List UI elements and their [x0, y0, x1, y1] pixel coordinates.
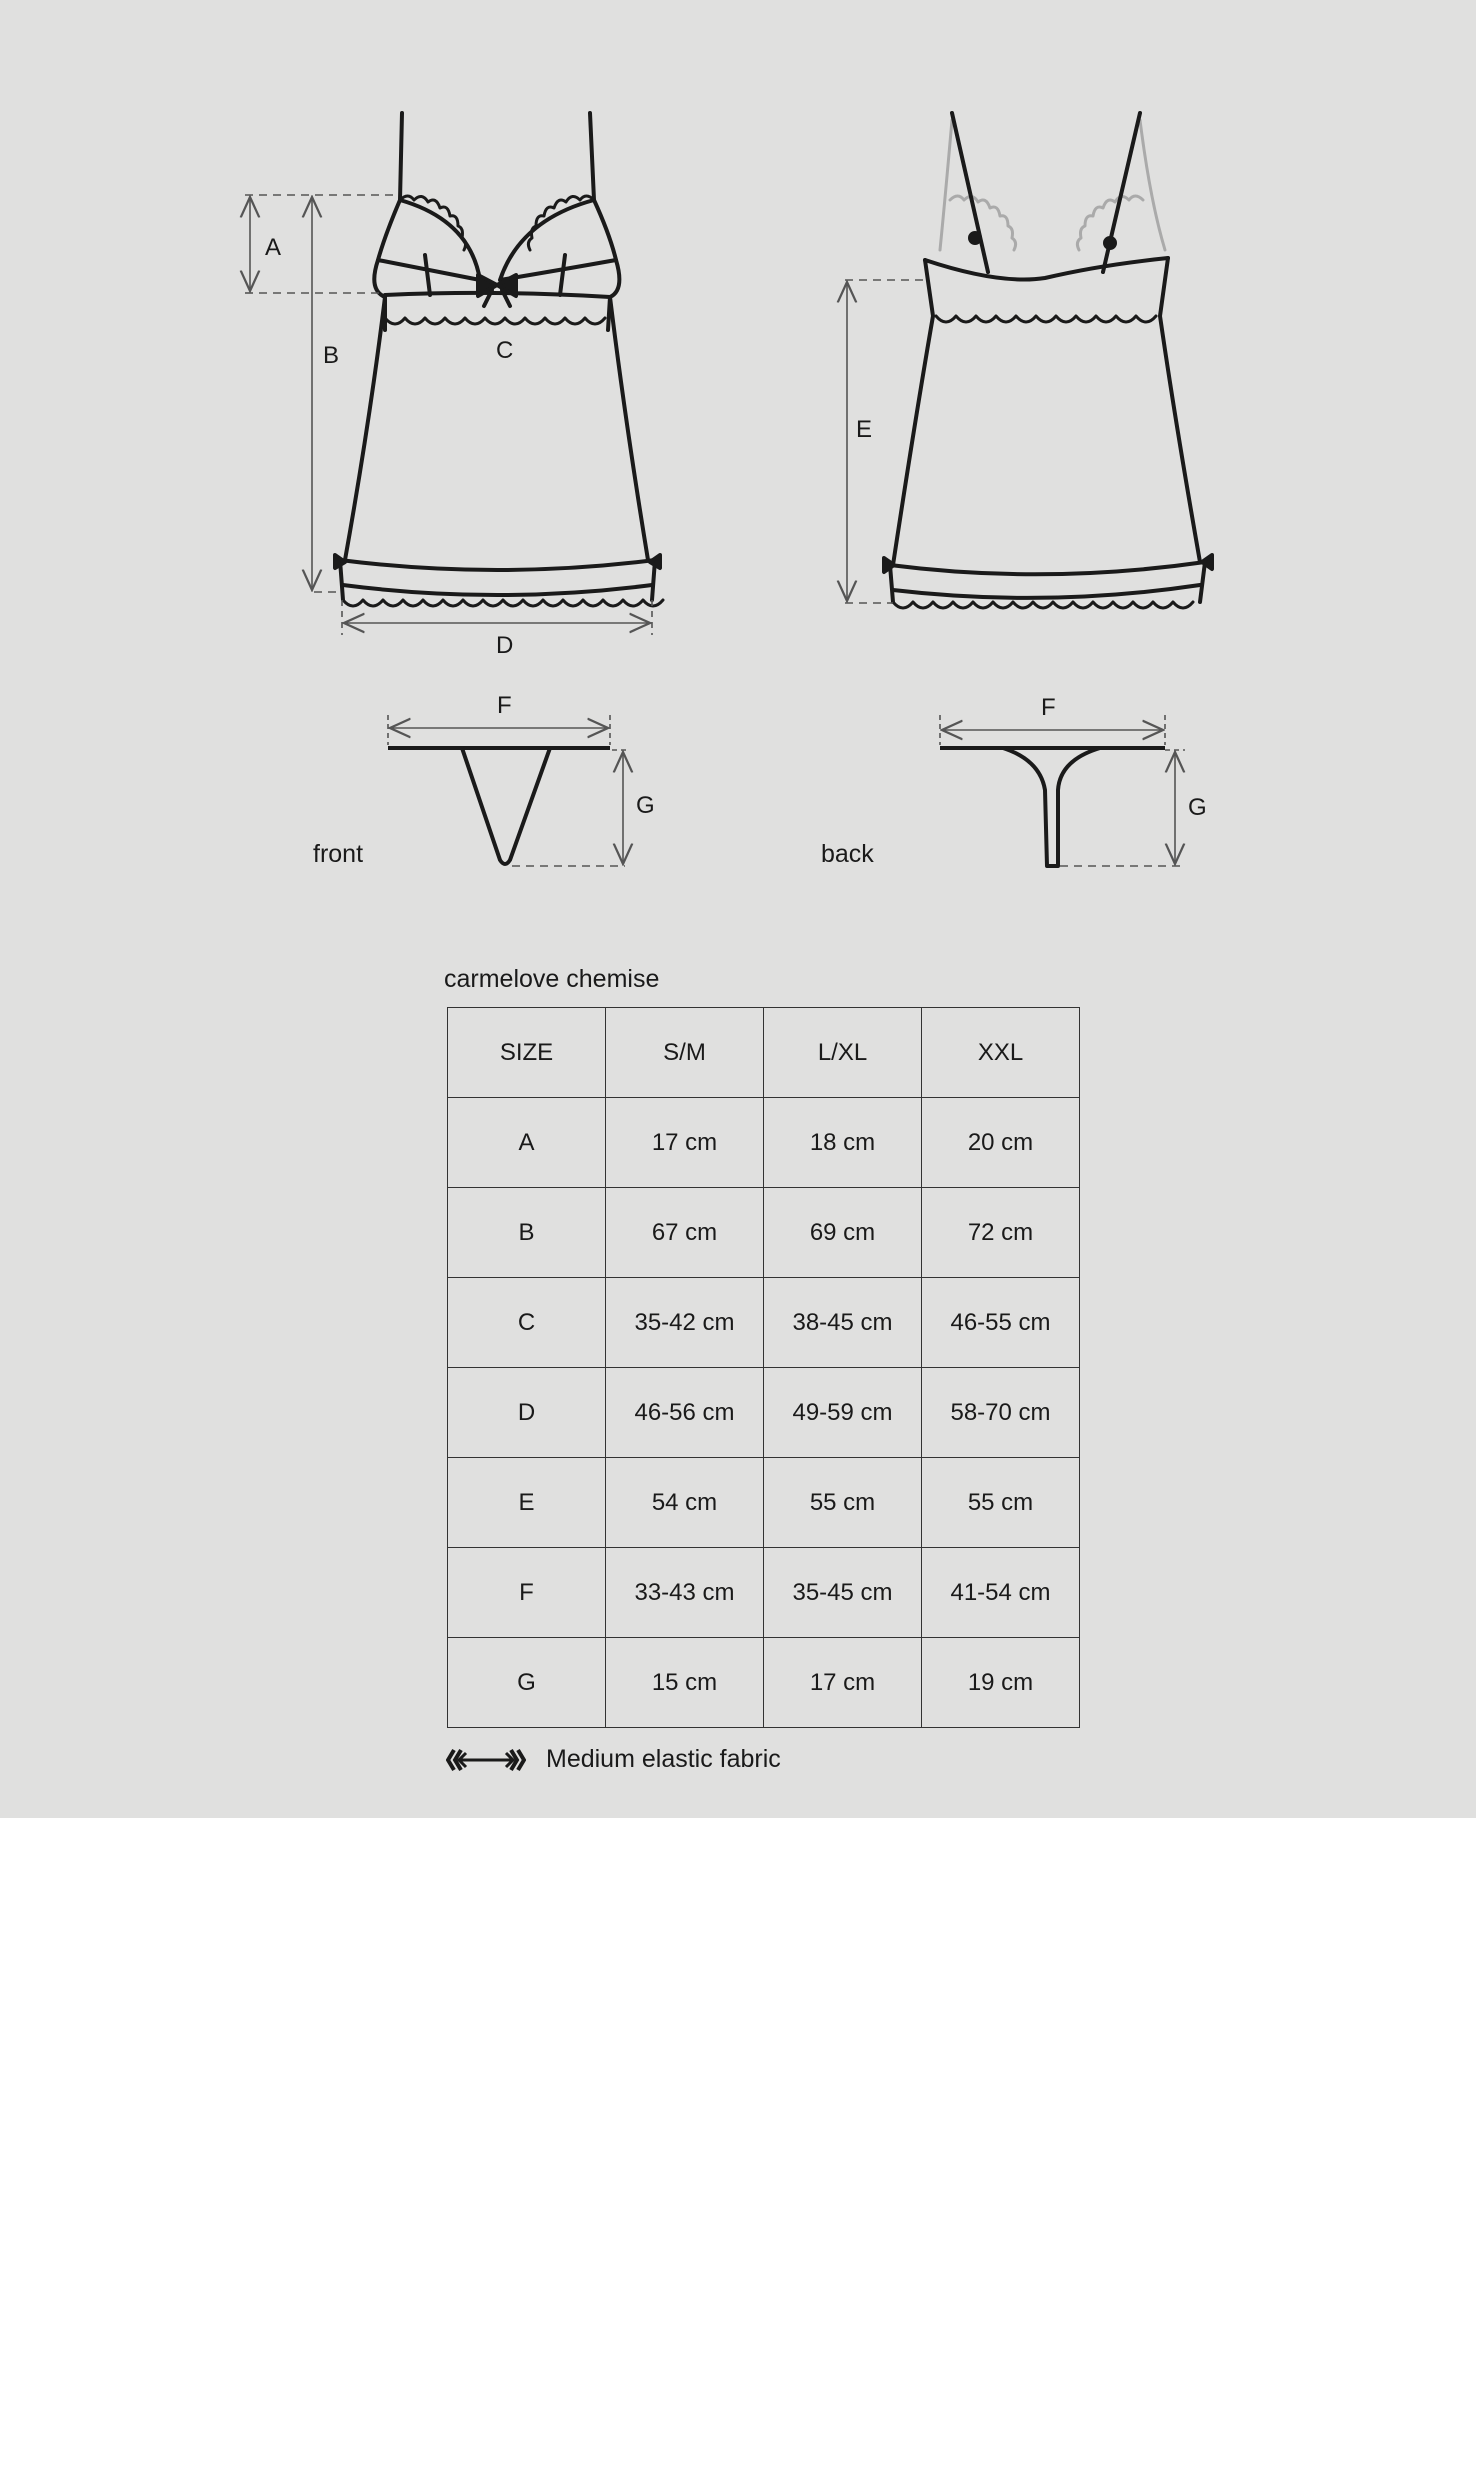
label-g-back: G: [1188, 794, 1207, 821]
garment-diagram: [0, 0, 1476, 900]
legend-text: Medium elastic fabric: [546, 1745, 781, 1773]
label-e: E: [856, 416, 873, 443]
table-cell: 17 cm: [606, 1098, 764, 1188]
chemise-back-drawing: [884, 113, 1212, 608]
table-row: [448, 1638, 1080, 1728]
table-title: carmelove chemise: [444, 965, 660, 993]
front-thong-guides: [388, 715, 630, 866]
elastic-arrow-icon: [446, 1747, 526, 1773]
table-cell: 49-59 cm: [764, 1368, 922, 1458]
front-view-label: front: [313, 840, 364, 868]
table-cell: 55 cm: [922, 1458, 1080, 1548]
table-cell: F: [448, 1548, 606, 1638]
table-row: [448, 1188, 1080, 1278]
table-cell: 15 cm: [606, 1638, 764, 1728]
size-table: [447, 1007, 1080, 1728]
table-cell: B: [448, 1188, 606, 1278]
table-header-cell: L/XL: [764, 1008, 922, 1098]
label-f-back: F: [1041, 694, 1056, 721]
table-cell: 35-45 cm: [764, 1548, 922, 1638]
table-cell: 33-43 cm: [606, 1548, 764, 1638]
back-view-label: back: [821, 840, 874, 868]
table-cell: 17 cm: [764, 1638, 922, 1728]
table-cell: 46-55 cm: [922, 1278, 1080, 1368]
table-header-cell: XXL: [922, 1008, 1080, 1098]
thong-front-drawing: [388, 748, 610, 864]
table-row: [448, 1278, 1080, 1368]
table-header-cell: S/M: [606, 1008, 764, 1098]
back-thong-guides: [940, 715, 1185, 866]
table-cell: 67 cm: [606, 1188, 764, 1278]
label-c: C: [496, 337, 514, 364]
legend: [446, 1745, 781, 1774]
table-cell: 58-70 cm: [922, 1368, 1080, 1458]
table-row: [448, 1368, 1080, 1458]
label-b: B: [323, 342, 340, 369]
table-cell: 54 cm: [606, 1458, 764, 1548]
table-cell: E: [448, 1458, 606, 1548]
label-f-front: F: [497, 692, 512, 719]
table-cell: 69 cm: [764, 1188, 922, 1278]
table-cell: 38-45 cm: [764, 1278, 922, 1368]
table-header-row: [448, 1008, 1080, 1098]
table-row: [448, 1458, 1080, 1548]
table-row: [448, 1098, 1080, 1188]
table-cell: 19 cm: [922, 1638, 1080, 1728]
table-header-cell: SIZE: [448, 1008, 606, 1098]
table-cell: 20 cm: [922, 1098, 1080, 1188]
table-cell: 18 cm: [764, 1098, 922, 1188]
table-cell: 72 cm: [922, 1188, 1080, 1278]
thong-back-drawing: [940, 748, 1165, 866]
table-cell: A: [448, 1098, 606, 1188]
table-cell: 35-42 cm: [606, 1278, 764, 1368]
table-cell: G: [448, 1638, 606, 1728]
table-cell: 46-56 cm: [606, 1368, 764, 1458]
table-cell: D: [448, 1368, 606, 1458]
table-cell: C: [448, 1278, 606, 1368]
table-cell: 55 cm: [764, 1458, 922, 1548]
table-cell: 41-54 cm: [922, 1548, 1080, 1638]
label-d: D: [496, 632, 514, 659]
label-a: A: [265, 234, 282, 261]
label-g-front: G: [636, 792, 655, 819]
table-row: [448, 1548, 1080, 1638]
